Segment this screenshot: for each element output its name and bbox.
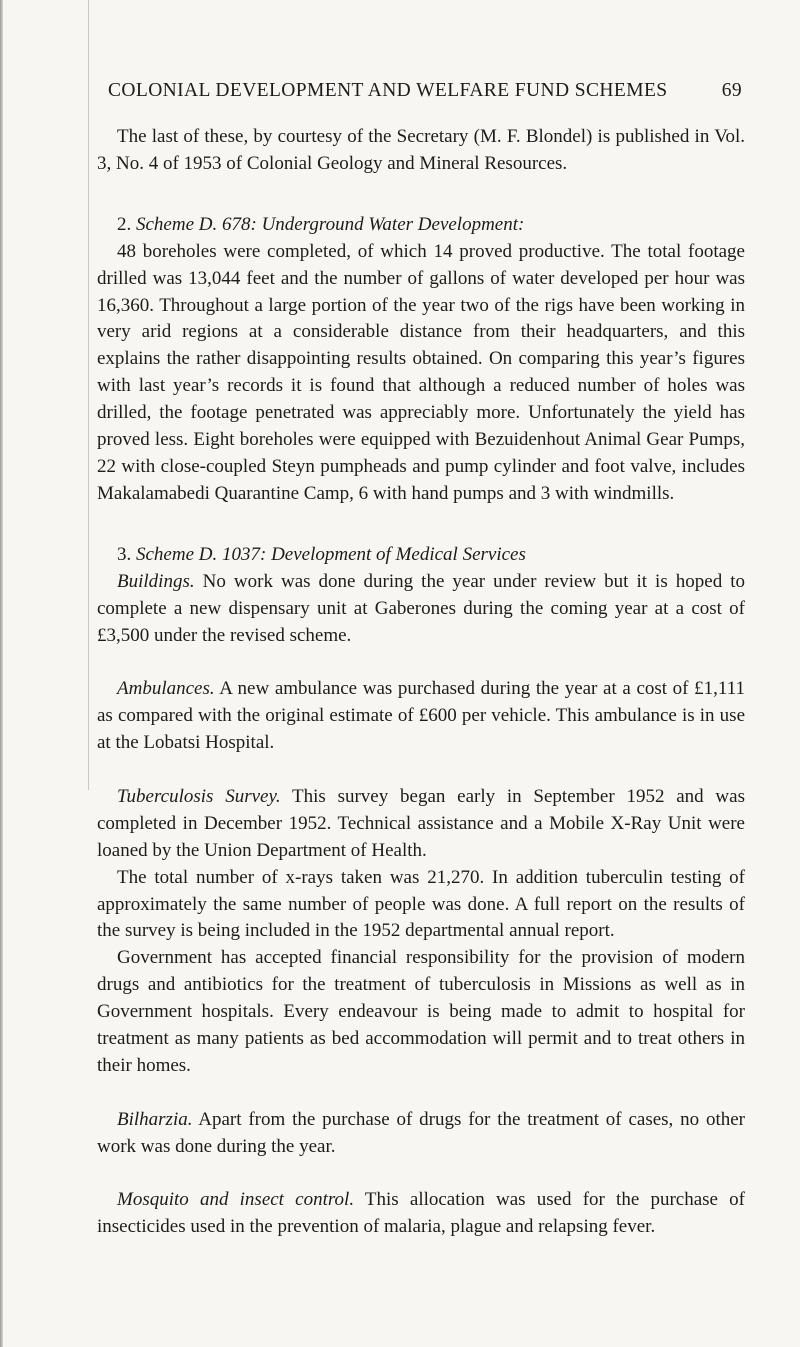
scheme-2-number: 2. xyxy=(117,213,132,235)
scheme-2-title: Scheme D. 678: Underground Water Development: xyxy=(136,213,525,235)
mosquito-paragraph xyxy=(97,1187,745,1241)
tuberculosis-label: Tuberculosis Survey. xyxy=(117,785,281,807)
scheme-2-body: 48 boreholes were completed, of which 14 proved productive. The total footage drilled was 13,044 feet and the number of gallons of water developed per hour was 16,360. Throughout a large portion of the year two of the rigs have been working in very arid regions at a considerable distance from their headquarters, and this explains the rather disappointing results obtained. On comparing this year’s figures with last year’s records it is found that although a reduced number of holes was drilled, the footage penetrated was appreciably more. Unfortunately the yield has proved less. Eight boreholes were equipped with Bezuidenhout Animal Gear Pumps, 22 with close-coupled Steyn pumpheads and pump cylinder and foot valve, includes Makalamabedi Quarantine Camp, 6 with hand pumps and 3 with windmills. xyxy=(97,240,745,504)
mosquito-label: Mosquito and insect control. xyxy=(117,1189,355,1211)
mosquito-text: This allocation was used for the purchase of insecticides used in the prevention of malaria, plague and relapsing fever. xyxy=(97,1189,745,1238)
buildings-paragraph xyxy=(97,569,745,650)
tuberculosis-text: This survey began early in September 1952 and was completed in December 1952. Technical assistance and a Mobile X-Ray Unit were loaned by the Union Department of Health. xyxy=(97,785,745,861)
ambulances-text: A new ambulance was purchased during the year at a cost of £1,111 as compared with the original estimate of £600 per vehicle. This ambulance is in use at the Lobatsi Hospital. xyxy=(97,678,745,754)
running-head-title: COLONIAL DEVELOPMENT AND WELFARE FUND SCHEMES xyxy=(108,80,668,101)
page-body xyxy=(97,124,745,1241)
page-number: 69 xyxy=(721,80,742,101)
page-edge xyxy=(0,0,3,1347)
buildings-text: No work was done during the year under review but it is hoped to complete a new dispensary unit at Gaberones during the coming year at a cost of £3,500 under the revised scheme. xyxy=(97,570,746,646)
ambulances-label: Ambulances. xyxy=(117,678,215,700)
bilharzia-label: Bilharzia. xyxy=(117,1108,193,1130)
tuberculosis-paragraph-3: Government has accepted financial responsibility for the provision of modern drugs and antibiotics for the treatment of tuberculosis in Missions as well as in Government hospitals. Every endeavour is being made to admit to hospital for treatment as many patients as bed accommodation will permit and to treat others in their homes. xyxy=(97,947,745,1076)
bilharzia-paragraph xyxy=(97,1107,745,1161)
tuberculosis-paragraph xyxy=(97,784,745,865)
scheme-2-heading xyxy=(97,212,745,239)
running-head xyxy=(108,80,742,102)
bilharzia-text: Apart from the purchase of drugs for the treatment of cases, no other work was done during the year. xyxy=(97,1108,745,1157)
scheme-3-title: Scheme D. 1037: Development of Medical Services xyxy=(136,543,526,565)
tuberculosis-paragraph-2: The total number of x-rays taken was 21,270. In addition tuberculin testing of approximately the same number of people was done. A full report on the results of the survey is being included in the 1952 departmental annual report. xyxy=(97,866,745,942)
scheme-3-heading xyxy=(97,542,745,569)
scheme-3-number: 3. xyxy=(117,543,132,565)
ambulances-paragraph xyxy=(97,676,745,757)
intro-paragraph: The last of these, by courtesy of the Secretary (M. F. Blondel) is published in Vol. 3, No. 4 of 1953 of Colonial Geology and Mineral Resources. xyxy=(97,126,745,174)
gutter-rule xyxy=(88,0,89,790)
buildings-label: Buildings. xyxy=(117,570,195,592)
